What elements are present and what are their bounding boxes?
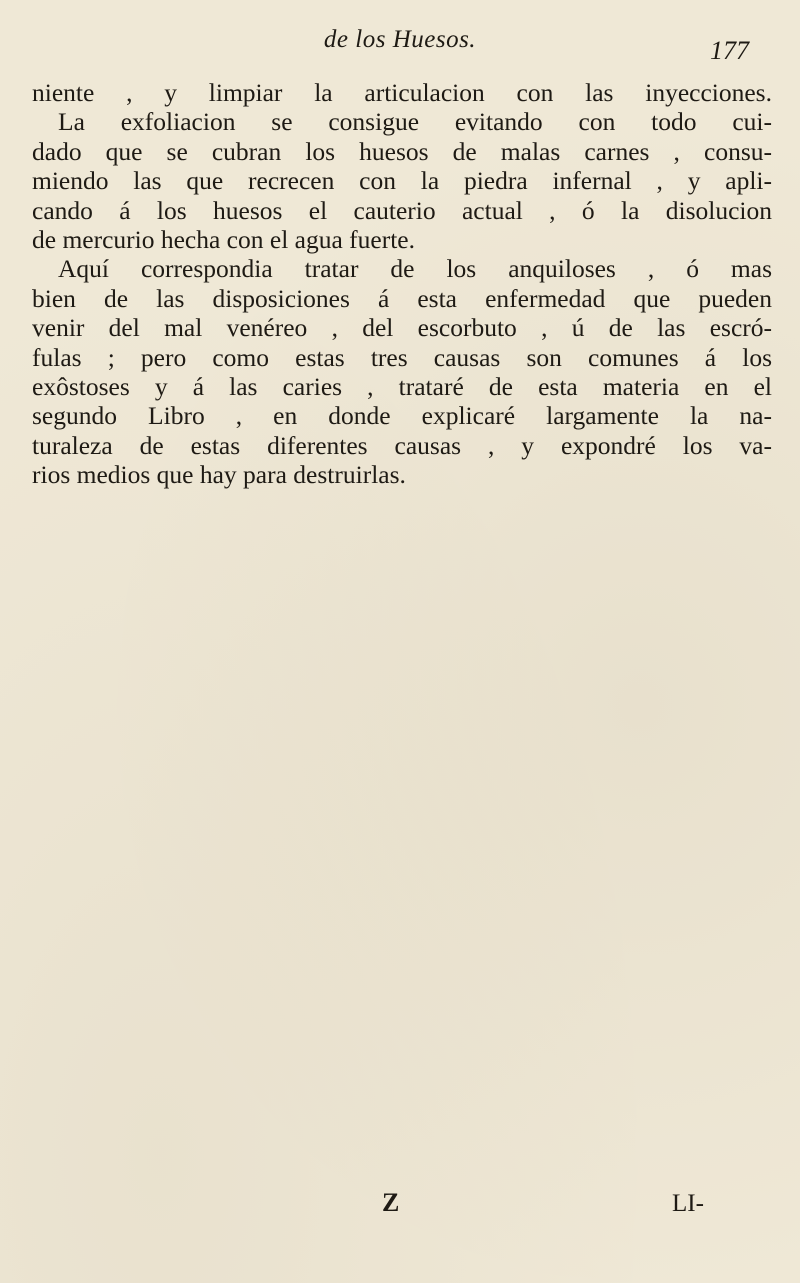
page-number: 177 — [710, 36, 749, 65]
text-line: niente , y limpiar la articulacion con las inyecciones. — [32, 78, 772, 107]
text-line: venir del mal venéreo , del escorbuto , ú de las escró- — [32, 313, 772, 343]
text-line: segundo Libro , en donde explicaré largamente la na- — [32, 401, 772, 431]
text-line: cando á los huesos el cauterio actual , ó la disolucion — [32, 195, 772, 225]
text-line: bien de las disposiciones á esta enfermedad que pueden — [32, 283, 772, 313]
text-line: exôstoses y á las caries , trataré de esta materia en el — [32, 372, 772, 402]
running-head: de los Huesos. — [323, 26, 477, 53]
paragraph-end-line: rios medios que hay para destruirlas. — [32, 460, 406, 490]
text-line: turaleza de estas diferentes causas , y expondré los va- — [32, 430, 772, 460]
signature-mark: Z — [382, 1188, 400, 1217]
paragraph-start-line: Aquí correspondia tratar de los anquiloses , ó mas — [58, 254, 772, 284]
text-line: miendo las que recrecen con la piedra infernal , y apli- — [32, 166, 772, 196]
body-text — [32, 78, 772, 490]
text-line: fulas ; pero como estas tres causas son comunes á los — [32, 342, 772, 372]
text-line: dado que se cubran los huesos de malas carnes , consu- — [32, 136, 772, 166]
paragraph-start-line: La exfoliacion se consigue evitando con todo cui- — [58, 107, 772, 137]
catchword: LI- — [672, 1190, 704, 1217]
paragraph-end-line: de mercurio hecha con el agua fuerte. — [32, 225, 415, 255]
